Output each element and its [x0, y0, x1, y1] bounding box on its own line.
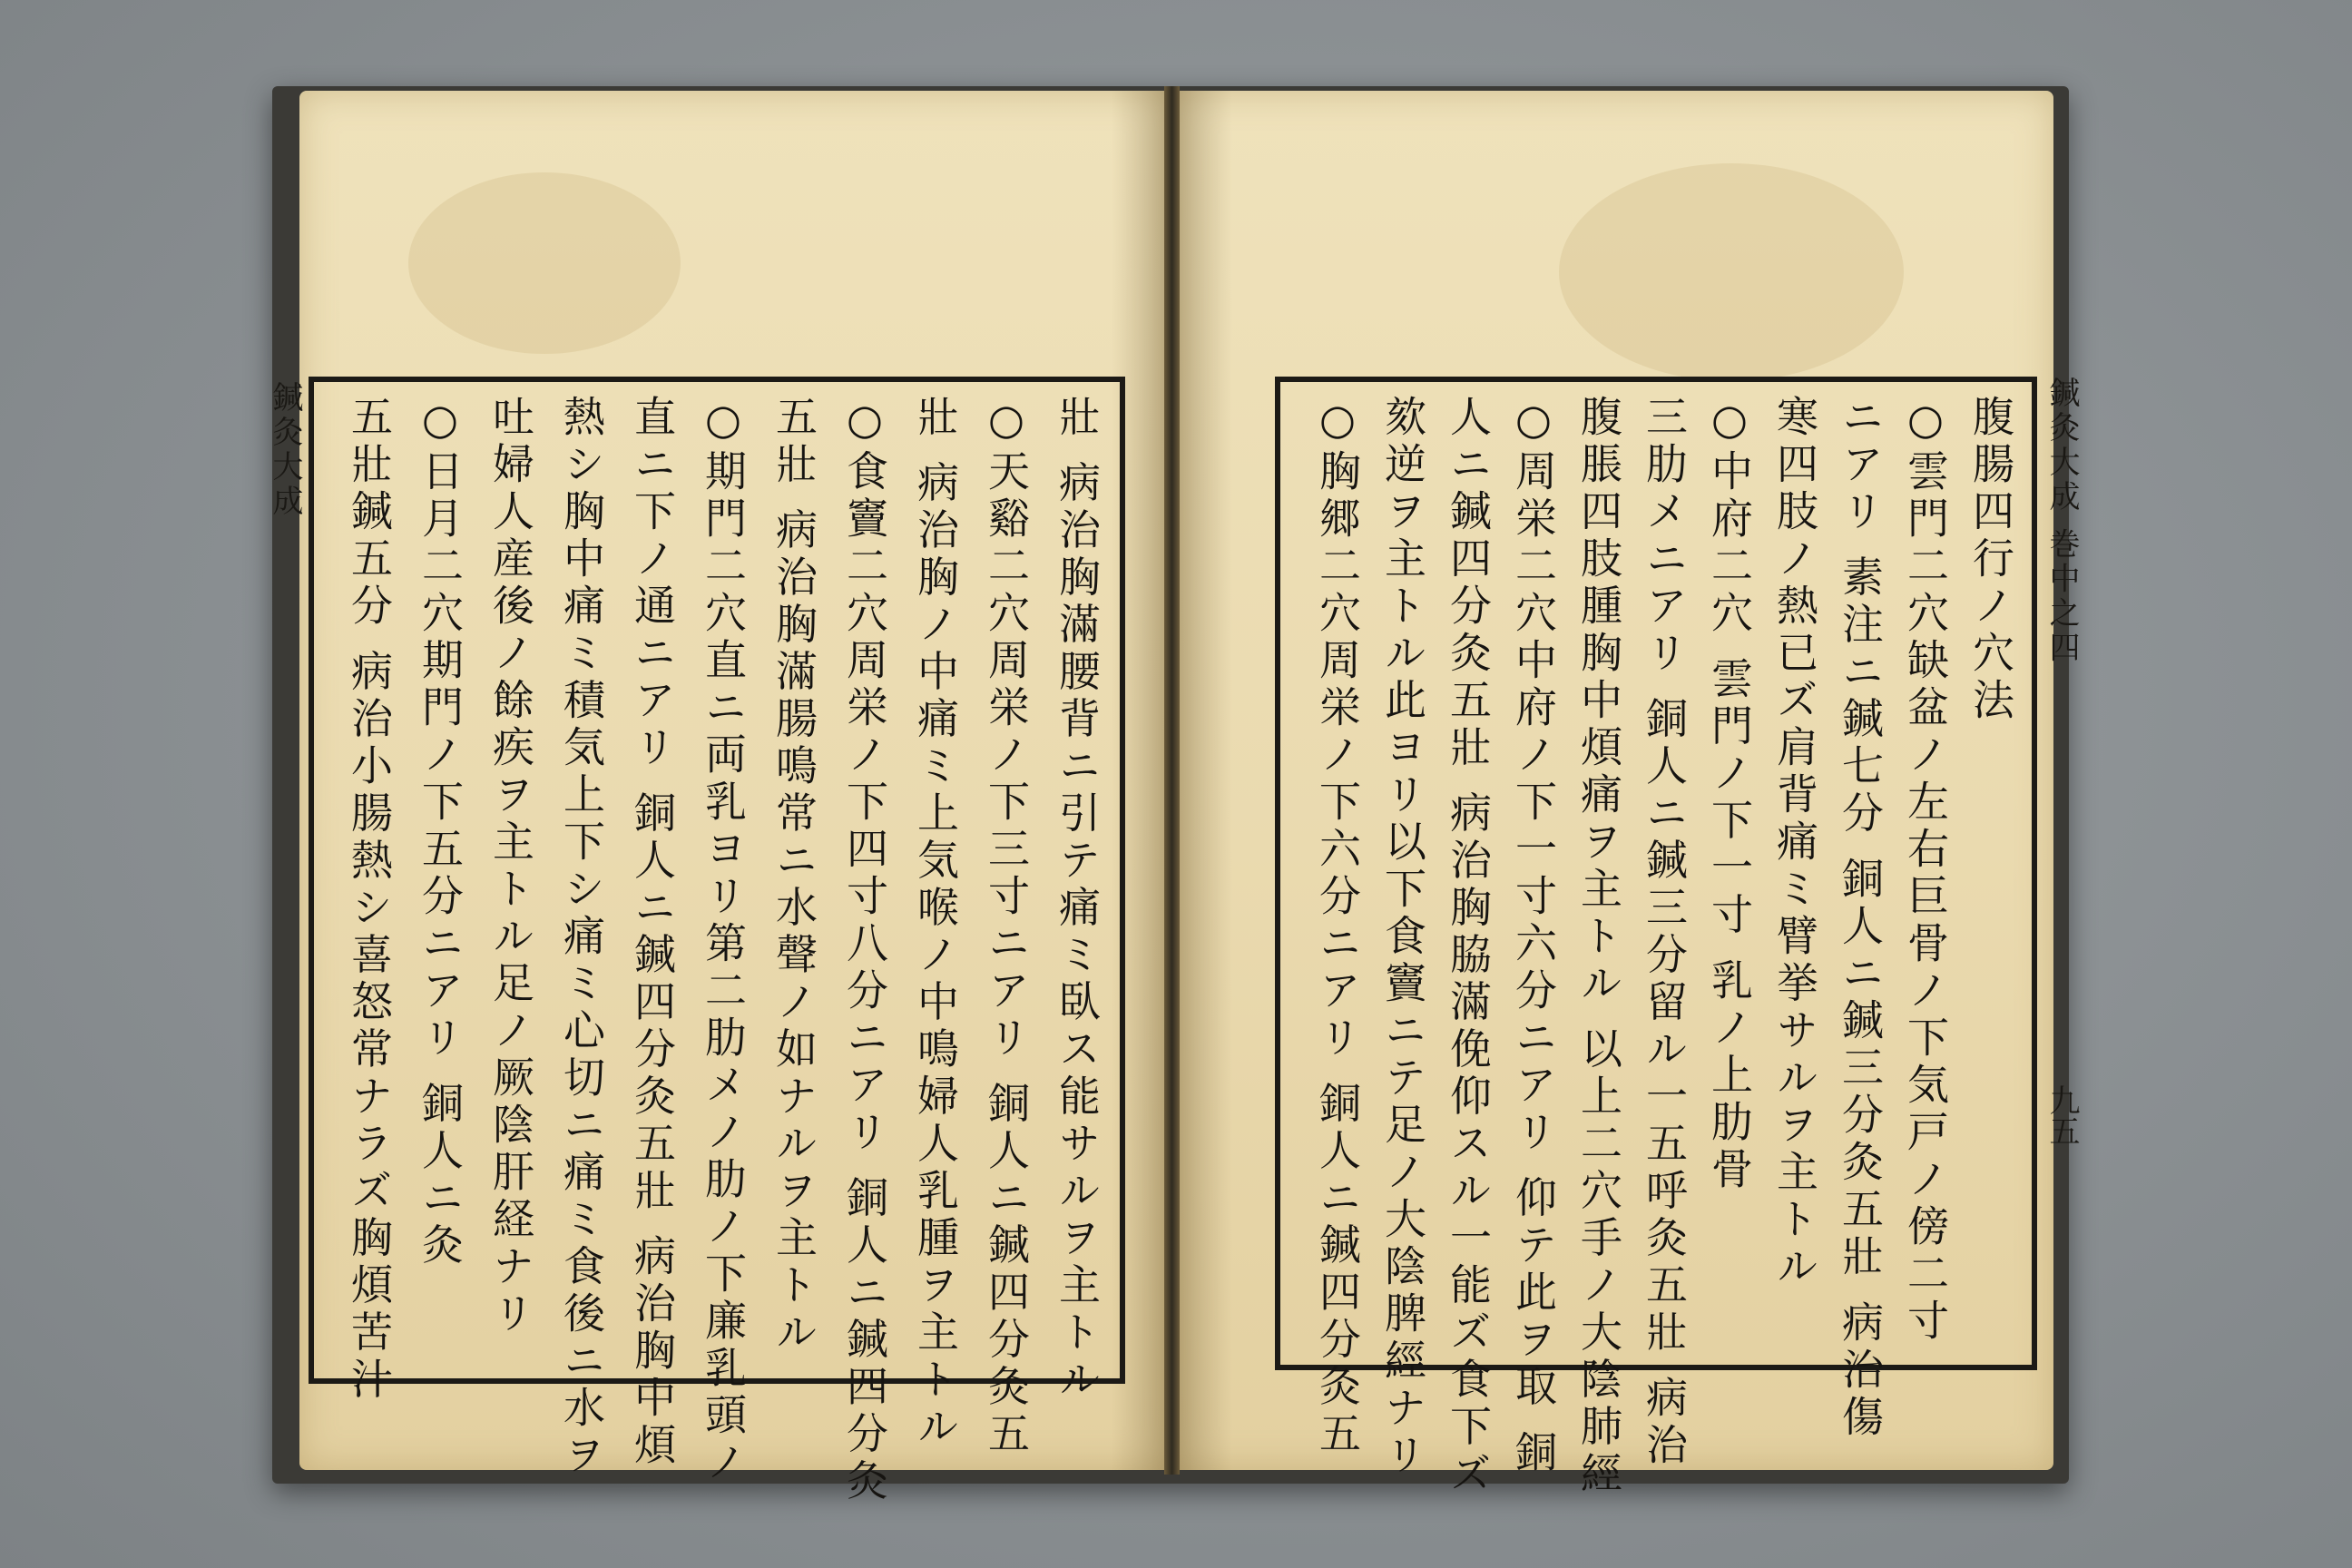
text-column: ○周栄二穴中府ノ下一寸六分ニアリ 仰テ此ヲ取 銅	[1509, 395, 1558, 1478]
page-number: 九五	[2043, 1084, 2080, 1146]
text-column: ○期門二穴直ニ両乳ヨリ第二肋メノ肋ノ下廉乳頭ノ	[699, 395, 748, 1487]
text-column: ○雲門二穴缺盆ノ左右巨骨ノ下気戸ノ傍二寸	[1901, 395, 1950, 1346]
text-column: 人ニ鍼四分灸五壯 病治胸脇滿俛仰スル一能ズ食下ズ	[1444, 395, 1493, 1499]
paper-stain	[1559, 163, 1904, 381]
left-margin-title: 鍼灸大成	[263, 381, 308, 926]
text-column: 直ニ下ノ通ニアリ 銅人ニ鍼四分灸五壯 病治胸中煩	[628, 395, 677, 1471]
text-column: 三肋メニアリ 銅人ニ鍼三分留ル一五呼灸五壯 病治	[1640, 395, 1689, 1471]
text-column: 腹脹四肢腫胸中煩痛ヲ主トル 以上二穴手ノ大陰肺經	[1574, 395, 1623, 1499]
right-margin-title: 鍼灸大成 巻中之四	[2043, 377, 2080, 666]
text-column: 欬逆ヲ主トル此ヨリ以下食竇ニテ足ノ大陰脾經ナリ	[1378, 395, 1427, 1480]
text-column: ○天谿二穴周栄ノ下三寸ニアリ 銅人ニ鍼四分灸五	[982, 395, 1031, 1459]
text-column: 壯 病治胸ノ中痛ミ上気喉ノ中鳴婦人乳腫ヲ主トル	[911, 395, 960, 1452]
text-column: ニアリ 素注ニ鍼七分 銅人ニ鍼三分灸五壯 病治傷	[1836, 395, 1885, 1442]
book-spine	[1164, 86, 1180, 1475]
text-column: ○胸郷二穴周栄ノ下六分ニアリ 銅人ニ鍼四分灸五	[1313, 395, 1362, 1459]
text-column: 寒四肢ノ熱已ズ肩背痛ミ臂挙サルヲ主トル	[1770, 395, 1819, 1291]
right-text-block	[1275, 377, 2037, 1499]
paper-stain	[408, 172, 681, 354]
text-column: ○食竇二穴周栄ノ下四寸八分ニアリ 銅人ニ鍼四分灸	[840, 395, 889, 1506]
left-text-block	[309, 377, 1125, 1506]
text-column: 五壯鍼五分 病治小腸熱シ喜怒常ナラズ胸煩苦汁	[345, 395, 394, 1405]
text-column: ○中府二穴 雲門ノ下一寸 乳ノ上肋骨	[1705, 395, 1754, 1195]
text-column: 熱シ胸中痛ミ積気上下シ痛ミ心切ニ痛ミ食後ニ水ヲ	[557, 395, 606, 1480]
text-column: 吐婦人産後ノ餘疾ヲ主トル足ノ厥陰肝経ナリ	[486, 395, 535, 1338]
text-column: 壯 病治胸滿腰背ニ引テ痛ミ臥ス能サルヲ主トル	[1053, 395, 1102, 1405]
text-column: 五壯 病治胸滿腸鳴常ニ水聲ノ如ナルヲ主トル	[769, 395, 818, 1357]
text-column: ○日月二穴期門ノ下五分ニアリ 銅人ニ灸	[416, 395, 465, 1270]
section-heading: 腹腸四行ノ穴法	[1966, 395, 2015, 725]
